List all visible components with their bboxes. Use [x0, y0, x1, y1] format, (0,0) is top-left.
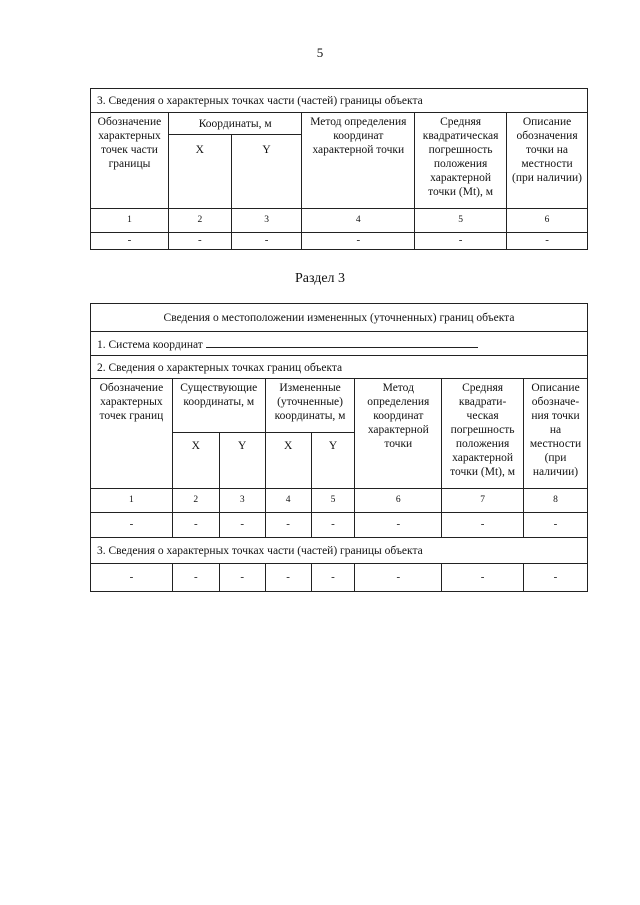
- header-y-existing: Y: [219, 433, 265, 489]
- table-row: - - - - - -: [91, 233, 588, 250]
- table-row: - - - - - - - -: [91, 513, 588, 538]
- header-description: Описание обозначе-ния точки на местности (при наличии): [524, 379, 588, 489]
- table-row: - - - - - - - -: [91, 564, 588, 592]
- section-title: Раздел 3: [294, 271, 346, 286]
- coordinate-system-label: 1. Система координат: [97, 338, 203, 351]
- header-x-existing: X: [172, 433, 219, 489]
- header-x: X: [168, 135, 231, 209]
- header-method: Метод определения координат характерной точки: [355, 379, 442, 489]
- header-designation: Обозначение характерных точек части границы: [91, 113, 169, 209]
- coordinate-system-blank: [206, 337, 478, 348]
- table2-subtitle: 2. Сведения о характерных точках границ объекта: [91, 356, 588, 379]
- header-error: Средняя квадрати-ческая погрешность положения характерной точки (Mt), м: [442, 379, 524, 489]
- column-number-row: 1 2 3 4 5 6 7 8: [91, 489, 588, 513]
- page-number: 5: [316, 45, 324, 60]
- header-x-changed: X: [265, 433, 311, 489]
- header-designation: Обозначение характерных точек границ: [91, 379, 173, 489]
- table2-part-subtitle: 3. Сведения о характерных точках части (частей) границы объекта: [91, 538, 588, 564]
- header-y-changed: Y: [311, 433, 355, 489]
- part-boundary-points-table: [90, 88, 588, 250]
- changed-boundaries-table: [90, 303, 588, 592]
- header-y: Y: [231, 135, 302, 209]
- header-description: Описание обозначения точки на местности (при наличии): [507, 113, 588, 209]
- header-method: Метод определения координат характерной точки: [302, 113, 415, 209]
- header-existing-coordinates: Существующие координаты, м: [172, 379, 265, 433]
- coordinate-system-row: [91, 332, 588, 356]
- table2-title: Сведения о местоположении измененных (уточненных) границ объекта: [91, 304, 588, 332]
- table1-title: 3. Сведения о характерных точках части (частей) границы объекта: [91, 89, 588, 113]
- header-changed-coordinates: Измененные (уточненные) координаты, м: [265, 379, 355, 433]
- header-error: Средняя квадратическая погрешность положения характерной точки (Mt), м: [415, 113, 507, 209]
- header-coordinates: Координаты, м: [168, 113, 302, 135]
- column-number-row: 1 2 3 4 5 6: [91, 209, 588, 233]
